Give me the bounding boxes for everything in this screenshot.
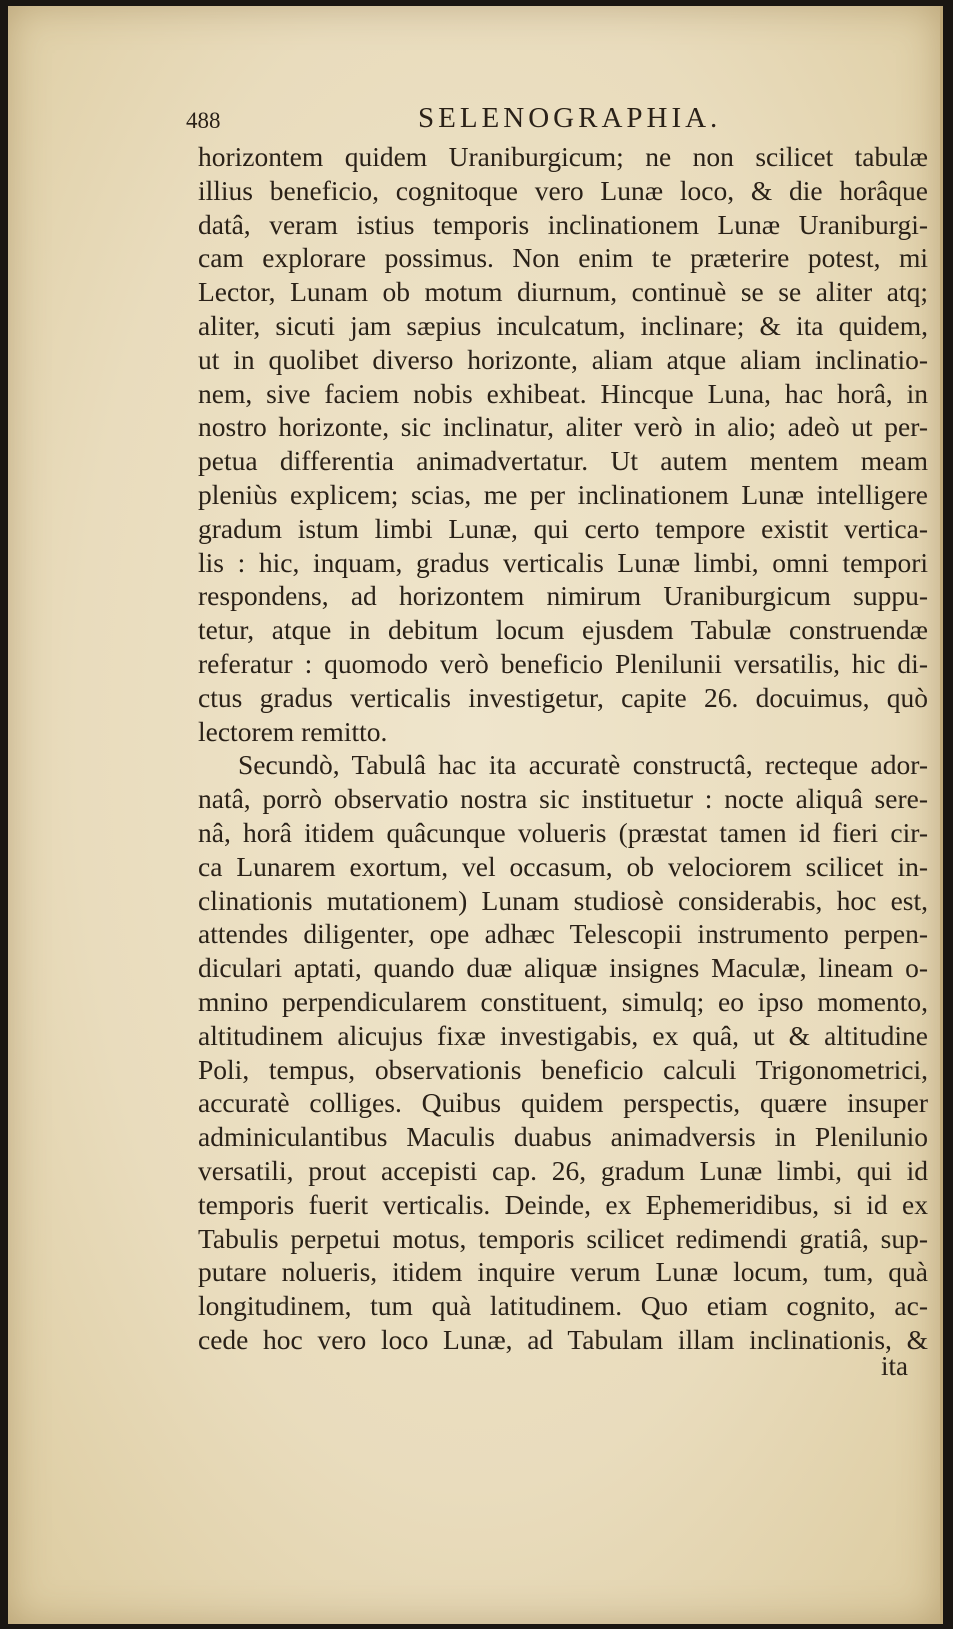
text-line: nâ, horâ itidem quâcunque volueris (præstat tamen id fieri cir- <box>198 816 928 848</box>
text-line: illius beneficio, cognitoque vero Lunæ loco, & die horâque <box>198 174 928 206</box>
book-page <box>8 6 943 1624</box>
page-number: 488 <box>186 108 221 133</box>
text-line: pleniùs explicem; scias, me per inclinationem Lunæ intelligere <box>198 478 928 510</box>
text-line: diculari aptati, quando duæ aliquæ insignes Maculæ, lineam o- <box>198 952 928 984</box>
text-line: adminiculantibus Maculis duabus animadversis in Plenilunio <box>198 1121 928 1153</box>
text-line: ctus gradus verticalis investigetur, capite 26. docuimus, quò <box>198 681 928 713</box>
text-line: ut in quolibet diverso horizonte, aliam atque aliam inclinatio- <box>198 343 928 375</box>
text-line: longitudinem, tum quà latitudinem. Quo etiam cognito, ac- <box>198 1290 928 1322</box>
text-line: versatili, prout accepisti cap. 26, gradum Lunæ limbi, qui id <box>198 1154 928 1186</box>
text-line: aliter, sicuti jam sæpius inculcatum, inclinare; & ita quidem, <box>198 309 928 341</box>
text-line: attendes diligenter, ope adhæc Telescopii instrumento perpen- <box>198 918 928 950</box>
text-line: respondens, ad horizontem nimirum Uraniburgicum suppu- <box>198 580 928 612</box>
text-line: petua differentia animadvertatur. Ut autem mentem meam <box>198 445 928 477</box>
text-line: nostro horizonte, sic inclinatur, aliter verò in alio; adeò ut per- <box>198 411 928 443</box>
text-line: Poli, tempus, observationis beneficio calculi Trigonometrici, <box>198 1053 928 1085</box>
text-line: tetur, atque in debitum locum ejusdem Tabulæ construendæ <box>198 614 928 646</box>
text-line: temporis fuerit verticalis. Deinde, ex Ephemeridibus, si id ex <box>198 1188 928 1220</box>
catchword: ita <box>881 1351 908 1381</box>
text-line: nem, sive faciem nobis exhibeat. Hincque Luna, hac horâ, in <box>198 377 928 409</box>
text-line: lectorem remitto. <box>198 715 388 747</box>
text-line: Secundò, Tabulâ hac ita accuratè constructâ, recteque ador- <box>238 749 928 781</box>
text-line: Tabulis perpetui motus, temporis scilicet redimendi gratiâ, sup- <box>198 1222 928 1254</box>
text-line: natâ, porrò observatio nostra sic instituetur : nocte aliquâ sere- <box>198 783 928 815</box>
text-line: altitudinem alicujus fixæ investigabis, ex quâ, ut & altitudine <box>198 1019 928 1051</box>
text-line: mnino perpendicularem constituent, simulq; eo ipso momento, <box>198 985 928 1017</box>
text-line: gradum istum limbi Lunæ, qui certo tempore existit vertica- <box>198 512 928 544</box>
text-line: cede hoc vero loco Lunæ, ad Tabulam illam inclinationis, & <box>198 1323 928 1355</box>
text-line: lis : hic, inquam, gradus verticalis Lunæ limbi, omni tempori <box>198 546 928 578</box>
text-line: referatur : quomodo verò beneficio Plenilunii versatilis, hic di- <box>198 647 928 679</box>
text-line: ca Lunarem exortum, vel occasum, ob velociorem scilicet in- <box>198 850 928 882</box>
page-header <box>8 102 940 142</box>
text-line: Lector, Lunam ob motum diurnum, continuè se se aliter atq; <box>198 276 928 308</box>
text-line: accuratè colliges. Quibus quidem perspectis, quære insuper <box>198 1087 928 1119</box>
text-block <box>198 140 928 1357</box>
text-line: clinationis mutationem) Lunam studiosè considerabis, hoc est, <box>198 884 928 916</box>
text-line: datâ, veram istius temporis inclinationem Lunæ Uraniburgi- <box>198 208 928 240</box>
running-title: SELENOGRAPHIA. <box>418 102 722 134</box>
text-line: putare nolueris, itidem inquire verum Lunæ locum, tum, quà <box>198 1256 928 1288</box>
text-line: horizontem quidem Uraniburgicum; ne non scilicet tabulæ <box>198 141 928 172</box>
text-line: cam explorare possimus. Non enim te præterire potest, mi <box>198 242 928 274</box>
